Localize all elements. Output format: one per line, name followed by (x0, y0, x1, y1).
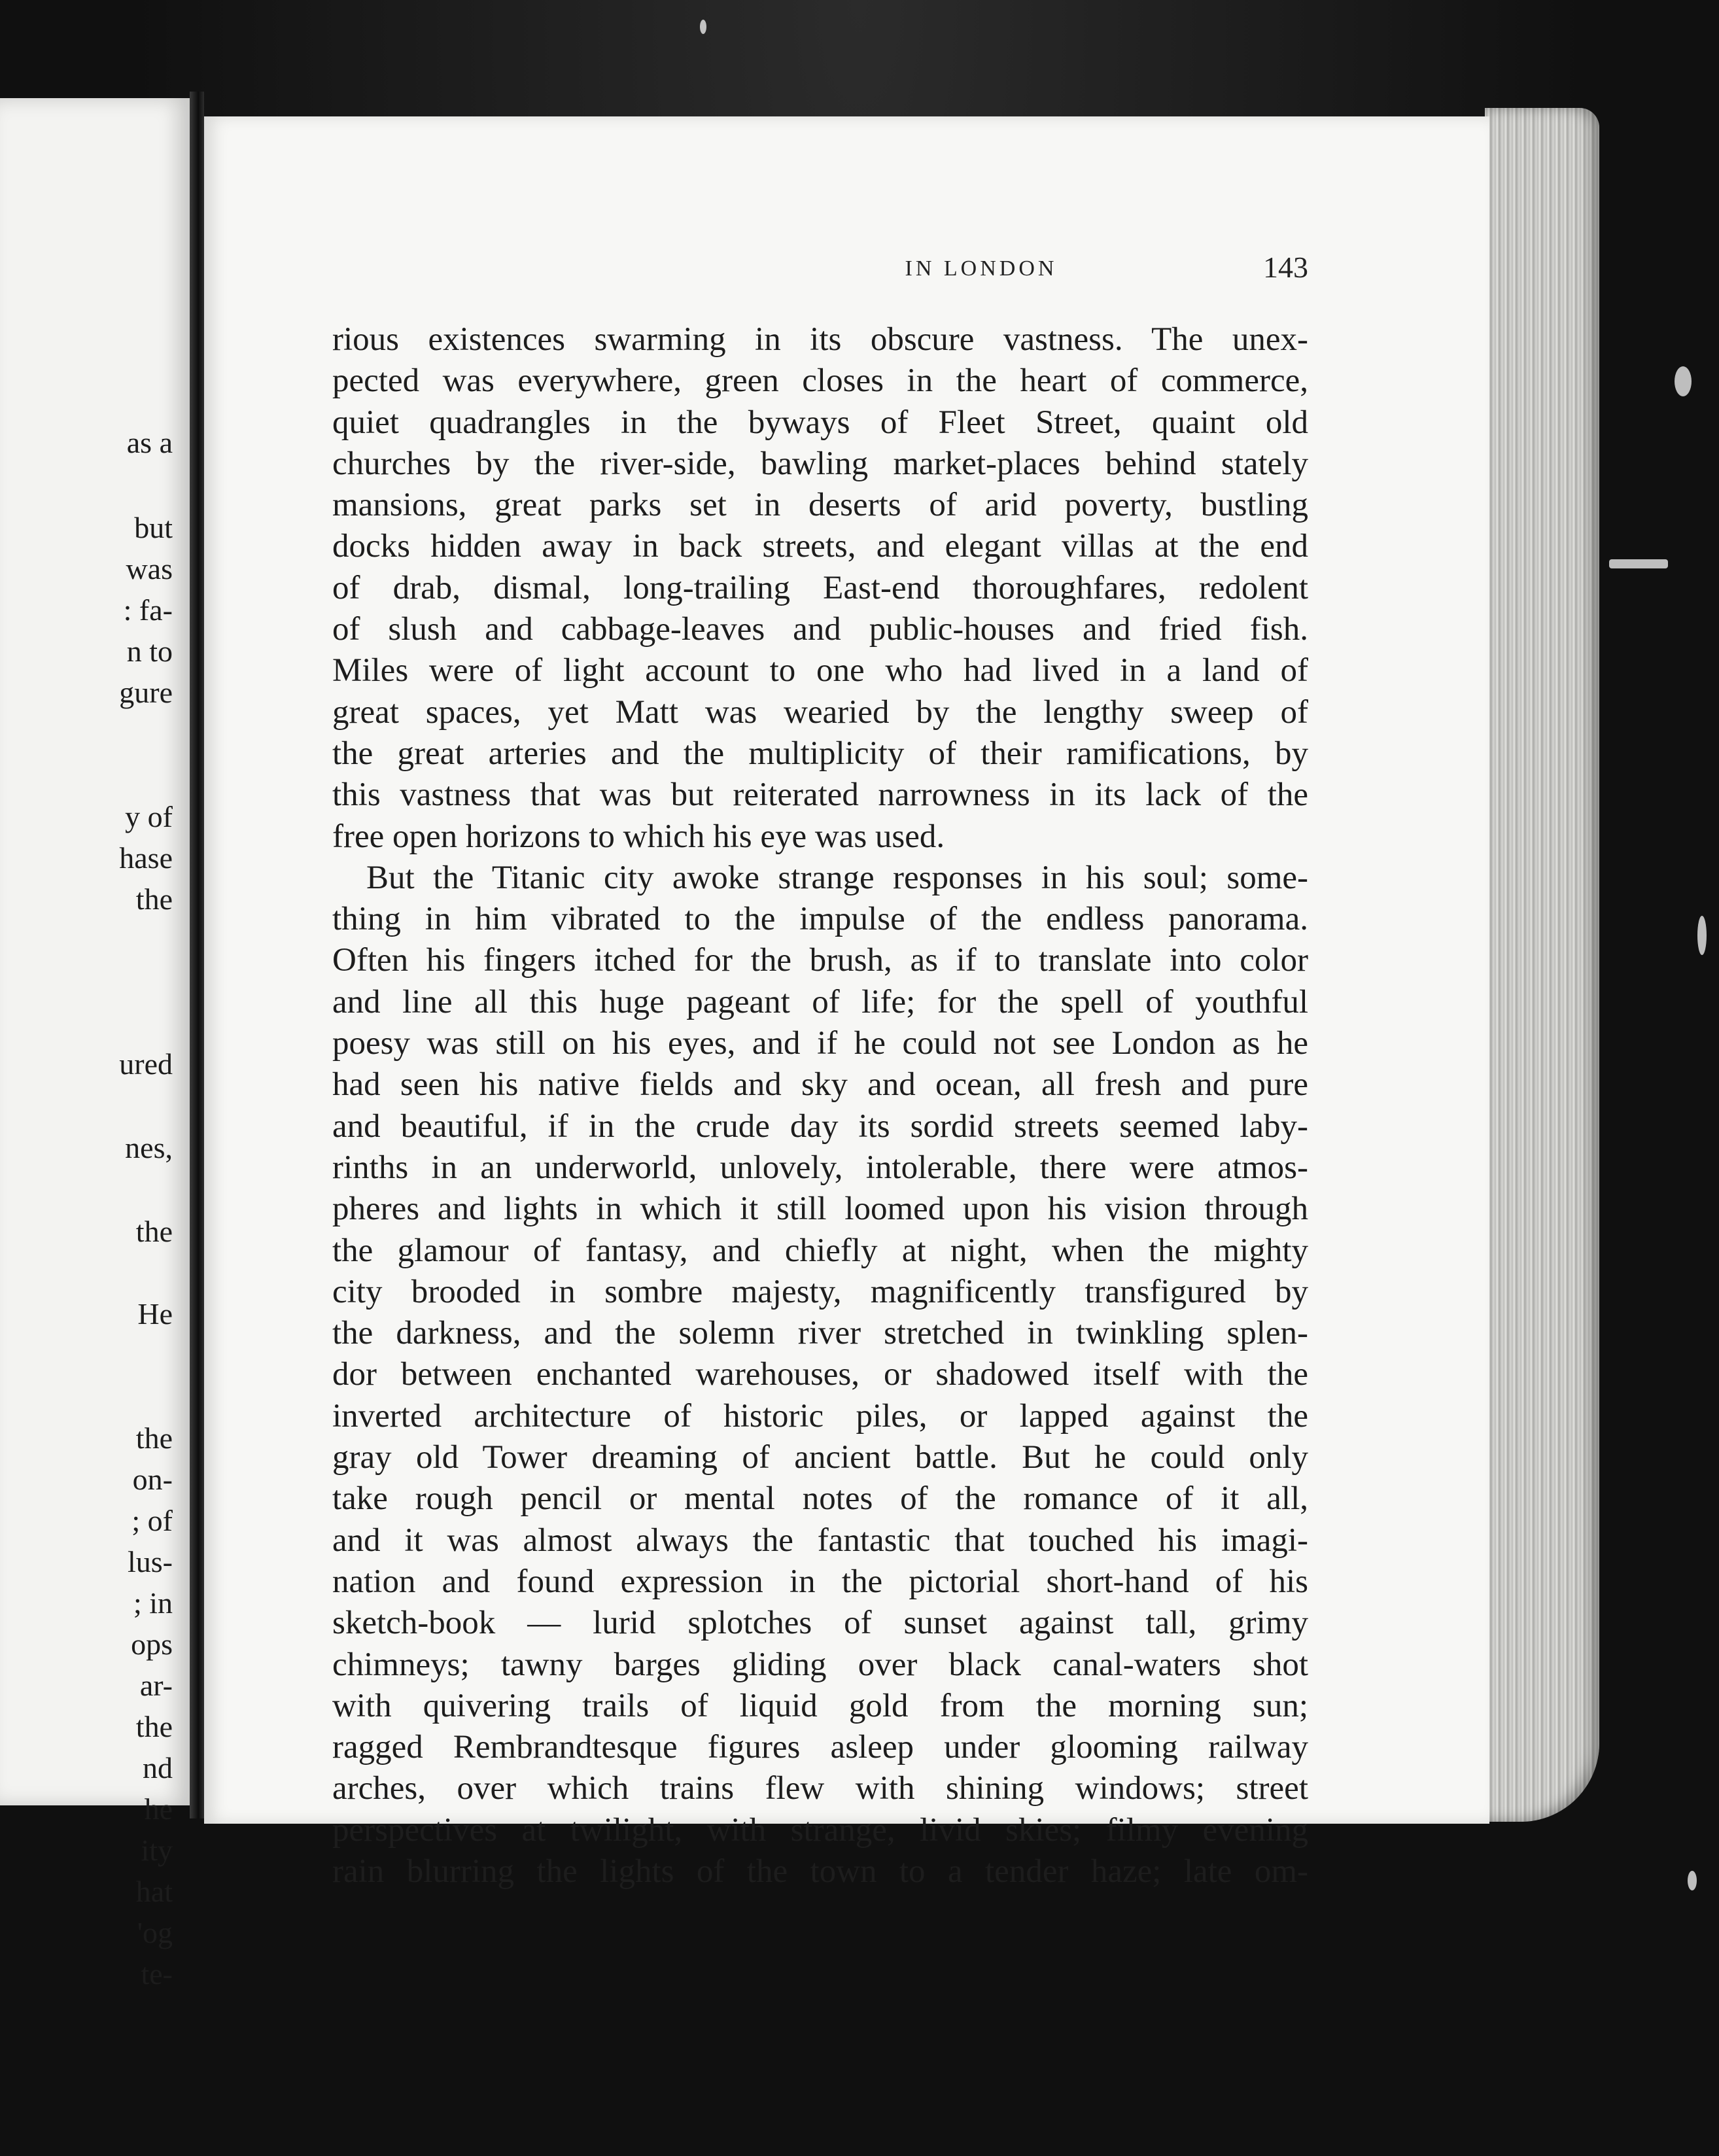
text-line: and beautiful, if in the crude day its sordid streets seemed laby- (332, 1107, 1308, 1145)
text-line: dor between enchanted warehouses, or shadowed itself with the (332, 1356, 1308, 1393)
left-page-fragment: hat (135, 1875, 173, 1908)
text-line: arches, over which trains flew with shining windows; street (332, 1770, 1308, 1807)
page-number: 143 (1263, 251, 1308, 284)
book-gutter (190, 92, 204, 1818)
left-page-fragment: he (144, 1792, 173, 1826)
text-line: ragged Rembrandtesque figures asleep under glooming railway (332, 1729, 1308, 1766)
text-line: poesy was still on his eyes, and if he could not see London as he (332, 1025, 1308, 1062)
text-line: gray old Tower dreaming of ancient battle. But he could only (332, 1439, 1308, 1476)
text-line: pected was everywhere, green closes in the heart of commerce, (332, 362, 1308, 400)
running-head: IN LONDON (905, 256, 1058, 281)
left-page-fragment: lus- (128, 1545, 173, 1578)
left-page-fragment: the (135, 882, 173, 916)
text-line: perspectives at twilight, with strange, livid skies; filmy evening (332, 1811, 1308, 1849)
left-page-fragment: ; of (131, 1504, 173, 1537)
scan-speck (1675, 366, 1692, 396)
left-page-fragment: nes, (125, 1131, 173, 1164)
text-line: great spaces, yet Matt was wearied by the lengthy sweep of (332, 693, 1308, 731)
text-line: this vastness that was but reiterated narrowness in its lack of the (332, 776, 1308, 814)
left-page-fragment: the (135, 1421, 173, 1455)
left-page-fragment: te- (141, 1957, 173, 1991)
text-line: the glamour of fantasy, and chiefly at night, when the mighty (332, 1232, 1308, 1269)
text-line: rain blurring the lights of the town to a tender haze; late om- (332, 1852, 1308, 1890)
text-line: inverted architecture of historic piles, or lapped against the (332, 1397, 1308, 1434)
text-line: and it was almost always the fantastic that touched his imagi- (332, 1521, 1308, 1559)
left-page-fragment: 'og (137, 1916, 173, 1949)
left-page-fragment: as a (126, 426, 173, 459)
text-line: the great arteries and the multiplicity of their ramifications, by (332, 735, 1308, 772)
text-line: rious existences swarming in its obscure vastness. The unex- (332, 321, 1308, 358)
left-page-fragment: ity (141, 1834, 173, 1867)
text-line: sketch-book — lurid splotches of sunset against tall, grimy (332, 1605, 1308, 1642)
left-page-fragment: gure (119, 676, 173, 709)
text-line: rinths in an underworld, unlovely, intolerable, there were atmos- (332, 1149, 1308, 1186)
scan-speck (1697, 916, 1707, 955)
left-page-fragment: the (135, 1215, 173, 1248)
left-page (0, 98, 192, 1991)
text-line: of drab, dismal, long-trailing East-end thoroughfares, redolent (332, 569, 1308, 606)
paragraph-first-line: But the Titanic city awoke strange responses in his soul; some- (366, 859, 1308, 896)
text-line: Miles were of light account to one who had lived in a land of (332, 652, 1308, 689)
left-page-fragment: ; in (133, 1586, 173, 1620)
text-line: nation and found expression in the pictorial short-hand of his (332, 1563, 1308, 1600)
text-line: Often his fingers itched for the brush, as if to translate into color (332, 942, 1308, 979)
text-line: city brooded in sombre majesty, magnificently transfigured by (332, 1273, 1308, 1310)
text-line: churches by the river-side, bawling market-places behind stately (332, 445, 1308, 482)
left-page-fragment: ops (131, 1627, 173, 1661)
text-line: thing in him vibrated to the impulse of the endless panorama. (332, 901, 1308, 938)
paragraph-last-line: free open horizons to which his eye was used. (332, 818, 945, 855)
text-line: take rough pencil or mental notes of the romance of it all, (332, 1480, 1308, 1518)
text-line: with quivering trails of liquid gold from the morning sun; (332, 1687, 1308, 1724)
left-page-fragment: was (126, 552, 173, 585)
page-fore-edge (1485, 108, 1599, 1822)
text-line: had seen his native fields and sky and ocean, all fresh and pure (332, 1066, 1308, 1104)
left-page-fragment: on- (132, 1463, 173, 1496)
text-line: and line all this huge pageant of life; for the spell of youthful (332, 983, 1308, 1020)
text-line: quiet quadrangles in the byways of Fleet Street, quaint old (332, 404, 1308, 441)
left-page-fragment: ar- (139, 1669, 173, 1702)
left-page-fragment: nd (143, 1751, 173, 1784)
left-page-fragment: hase (119, 841, 173, 875)
left-page-fragment: y of (125, 800, 173, 833)
text-line: mansions, great parks set in deserts of arid poverty, bustling (332, 487, 1308, 524)
text-line: the darkness, and the solemn river stretched in twinkling splen- (332, 1315, 1308, 1352)
left-page-fragment: n to (126, 635, 173, 668)
left-page-fragment: the (135, 1710, 173, 1743)
scan-speck (700, 20, 706, 34)
scan-speck (1688, 1871, 1697, 1890)
text-line: pheres and lights in which it still loomed upon his vision through (332, 1191, 1308, 1228)
left-page-fragment: He (137, 1297, 173, 1330)
body-text (332, 319, 1308, 1892)
text-line: of slush and cabbage-leaves and public-houses and fried fish. (332, 611, 1308, 648)
left-page-fragment: but (134, 511, 173, 544)
left-page-fragment: : fa- (123, 593, 173, 627)
text-line: docks hidden away in back streets, and elegant villas at the end (332, 528, 1308, 565)
scan-speck (1609, 559, 1668, 568)
left-page-fragment: ured (119, 1047, 173, 1081)
text-line: chimneys; tawny barges gliding over black canal-waters shot (332, 1646, 1308, 1683)
